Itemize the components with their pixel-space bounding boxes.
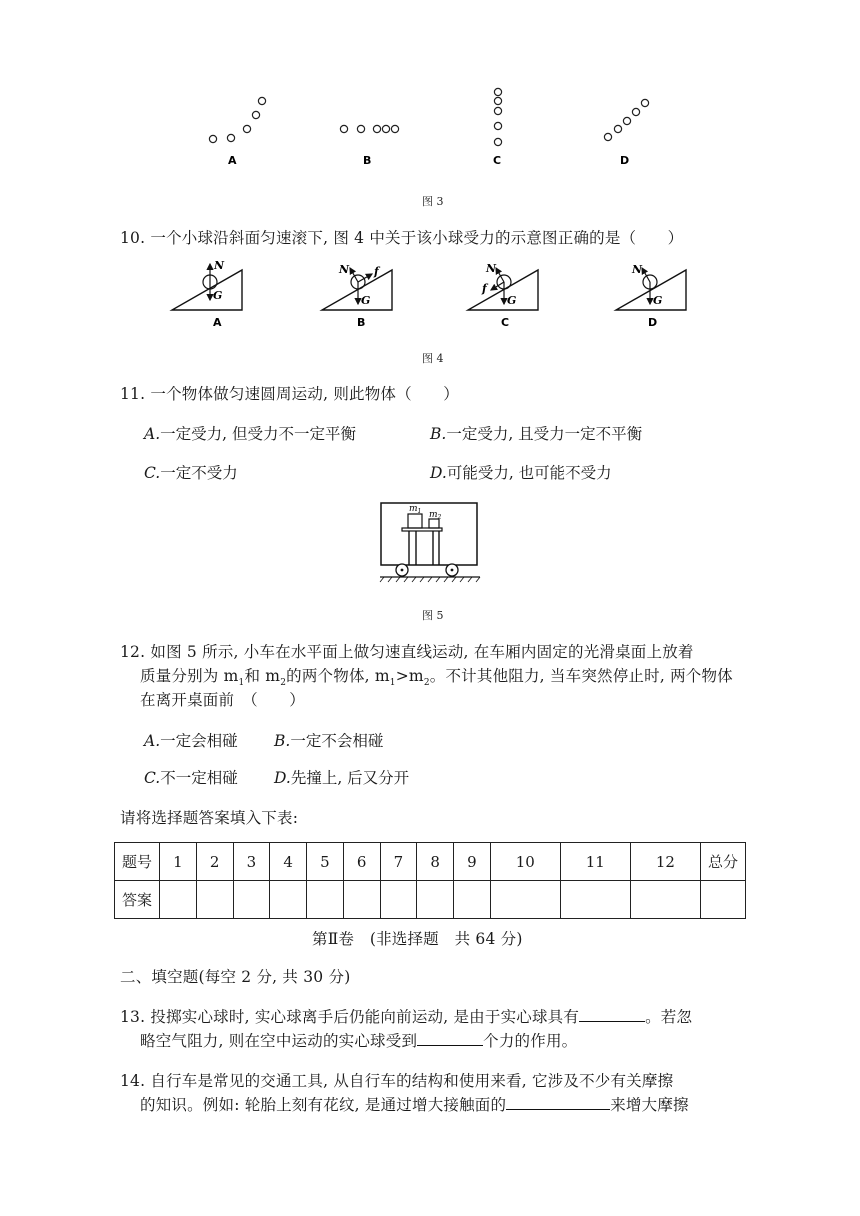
header-number-cell: 2 (196, 843, 233, 881)
q12-option-b: B.一定不会相碰 (274, 732, 384, 750)
pattern-a (209, 97, 265, 142)
diag-c-f: f (482, 282, 487, 295)
header-number-cell: 5 (307, 843, 344, 881)
figure-3-caption: 图 3 (422, 195, 444, 208)
answer-table-intro: 请将选择题答案填入下表: (120, 809, 299, 827)
fig4-label-b: B (357, 316, 366, 329)
block-m1 (408, 514, 422, 528)
answer-cell[interactable] (454, 881, 491, 919)
q12-option-c: C.不一定相碰 (144, 769, 238, 787)
header-number-cell: 8 (417, 843, 454, 881)
q14-blank-1[interactable] (506, 1109, 610, 1110)
answer-cell[interactable] (380, 881, 417, 919)
answer-cell[interactable] (196, 881, 233, 919)
diag-b-f: f (374, 265, 379, 278)
diag-d-n: N (632, 263, 643, 276)
header-number-cell: 9 (454, 843, 491, 881)
header-label-cell: 题号 (115, 843, 160, 881)
question-14-line-1: 14. 自行车是常见的交通工具, 从自行车的结构和使用来看, 它涉及不少有关摩擦 (120, 1072, 674, 1090)
diag-a-n: N (214, 259, 225, 272)
q13-blank-1[interactable] (579, 1021, 645, 1022)
figure-4-force-diagrams (160, 258, 700, 334)
q12-option-a: A.一定会相碰 (144, 732, 238, 750)
diag-c-g: G (507, 294, 517, 307)
figure-5-cart (376, 498, 486, 584)
section-2-title: 第Ⅱ卷 (非选择题 共 64 分) (312, 930, 523, 948)
answer-cell[interactable] (160, 881, 197, 919)
fig3-label-d: D (620, 154, 630, 167)
diag-c-n: N (486, 262, 497, 275)
answer-cell[interactable] (233, 881, 270, 919)
header-number-cell: 3 (233, 843, 270, 881)
q11-option-c: C.一定不受力 (144, 464, 238, 482)
diagram-a (172, 259, 242, 329)
question-10-text: 10. 一个小球沿斜面匀速滚下, 图 4 中关于该小球受力的示意图正确的是（ ） (120, 229, 684, 247)
label-m2: $m_2$ (429, 510, 442, 521)
figure-4-caption: 图 4 (422, 352, 444, 365)
question-12-line-1: 12. 如图 5 所示, 小车在水平面上做匀速直线运动, 在车厢内固定的光滑桌面上放着 (120, 643, 694, 661)
diagram-b (322, 263, 392, 329)
fig3-label-c: C (493, 154, 502, 167)
answer-cell[interactable] (343, 881, 380, 919)
answer-cell[interactable] (560, 881, 630, 919)
fig4-label-d: D (648, 316, 658, 329)
figure-3-dot-patterns (190, 82, 670, 174)
question-12-line-3: 在离开桌面前 （ ） (140, 691, 305, 709)
section-2-heading: 二、填空题(每空 2 分, 共 30 分) (120, 968, 351, 986)
header-number-cell: 10 (490, 843, 560, 881)
question-13-line-1: 13. 投掷实心球时, 实心球离手后仍能向前运动, 是由于实心球具有 。若忽 (120, 1008, 693, 1026)
diagram-d (616, 263, 686, 329)
header-number-cell: 4 (270, 843, 307, 881)
q11-option-a: A.一定受力, 但受力不一定平衡 (144, 425, 356, 443)
pattern-b (340, 125, 398, 132)
header-number-cell: 7 (380, 843, 417, 881)
answer-table-header-row (115, 843, 746, 881)
header-number-cell: 1 (160, 843, 197, 881)
answer-cell[interactable] (307, 881, 344, 919)
header-total-cell: 总分 (701, 843, 746, 881)
question-14-line-2: 的知识。例如: 轮胎上刻有花纹, 是通过增大接触面的 来增大摩擦 (140, 1096, 689, 1114)
fig3-label-a: A (228, 154, 237, 167)
diag-b-n: N (339, 263, 350, 276)
answer-cell[interactable] (630, 881, 700, 919)
header-number-cell: 12 (630, 843, 700, 881)
diagram-c (468, 262, 538, 329)
pattern-c (494, 88, 501, 145)
answer-cell[interactable] (270, 881, 307, 919)
figure-5-caption: 图 5 (422, 609, 444, 622)
diag-d-g: G (653, 294, 663, 307)
answer-label-cell: 答案 (115, 881, 160, 919)
fig3-label-b: B (363, 154, 372, 167)
question-13-line-2: 略空气阻力, 则在空中运动的实心球受到 个力的作用。 (140, 1032, 578, 1050)
q11-option-d: D.可能受力, 也可能不受力 (430, 464, 612, 482)
answer-total-cell[interactable] (701, 881, 746, 919)
q12-option-d: D.先撞上, 后又分开 (274, 769, 410, 787)
answer-cell[interactable] (490, 881, 560, 919)
answer-cell[interactable] (417, 881, 454, 919)
pattern-d (604, 99, 648, 140)
label-m1: $m_1$ (409, 504, 422, 515)
fig4-label-a: A (213, 316, 222, 329)
answer-table-answer-row (115, 881, 746, 919)
header-number-cell: 11 (560, 843, 630, 881)
answer-table (114, 842, 746, 919)
question-11-text: 11. 一个物体做匀速圆周运动, 则此物体（ ） (120, 385, 459, 403)
header-number-cell: 6 (343, 843, 380, 881)
question-12-line-2: 质量分别为 $m_1$和 $m_2$的两个物体, $m_1>m_2$。不计其他阻力, 当车突然停止时, 两个物体 (140, 667, 733, 689)
fig4-label-c: C (501, 316, 510, 329)
q11-option-b: B.一定受力, 且受力一定不平衡 (430, 425, 643, 443)
diag-b-g: G (361, 294, 371, 307)
diag-a-g: G (213, 289, 223, 302)
q13-blank-2[interactable] (417, 1045, 483, 1046)
